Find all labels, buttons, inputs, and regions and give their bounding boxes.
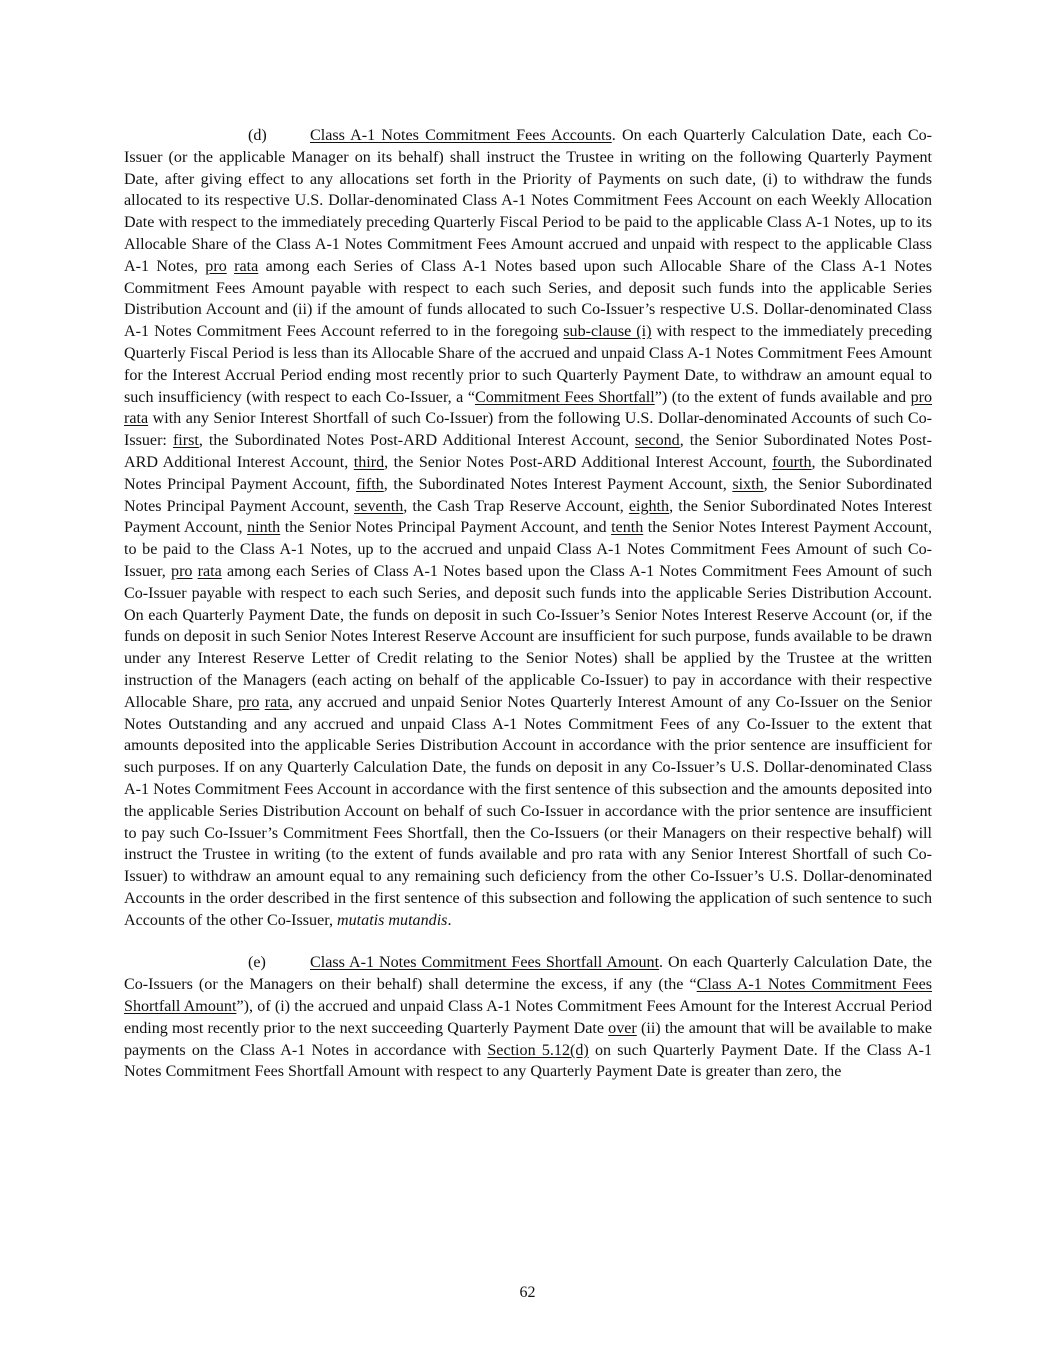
underlined-term: pro [205,257,227,275]
paragraph-d-heading: Class A-1 Notes Commitment Fees Accounts [310,127,612,144]
text-run: the Senior Notes Interest Payment Account, to be paid to the Class A-1 Notes, up to the accrued and unpaid Class A-1 Notes Commitment Fees Amount of such Co-Issuer, [124,519,932,580]
underlined-term: pro [171,562,193,580]
text-run: , the Subordinated Notes Principal Payment Account, [124,453,932,493]
underlined-term: rata [264,693,289,711]
ordinal-term: fifth [356,475,384,493]
text-run: ”) (to the extent of funds available and [654,388,911,406]
text-run: , the Subordinated Notes Interest Payment Account, [383,475,733,493]
text-run [227,258,234,275]
underlined-term: rata [197,562,222,580]
ordinal-term: sixth [732,475,764,493]
paragraph-d [124,125,932,931]
ordinal-term: tenth [611,519,644,537]
ordinal-term: fourth [772,453,812,471]
text-run: , any accrued and unpaid Senior Notes Quarterly Interest Amount of any Co-Issuer on the Senior Notes Outstanding and any accrued and unpaid Class A-1 Notes Commitment Fees of any Co-Issuer to the extent that amounts deposited into the applicable Series Distribution Account in accordance with the prior sentence are insufficient for such purposes. If on any Quarterly Calculation Date, the funds on deposit in any Co-Issuer’s U.S. Dollar-denominated Class A-1 Notes Commitment Fees Account in accordance with the first sentence of this subsection and the amounts deposited into the applicable Series Distribution Account on behalf of such Co-Issuer in accordance with the prior sentence are insufficient to pay such Co-Issuer’s Commitment Fees Shortfall, then the Co-Issuers (or their Managers on their respective behalf) will instruct the Trustee in writing (to the extent of funds available and pro rata with any Senior Interest Shortfall of such Co-Issuer) to withdraw an amount equal to any remaining such deficiency from the other Co-Issuer’s U.S. Dollar-denominated Accounts in the order described in the first sentence of this subsection and following the application of such sentence to such Accounts of the other Co-Issuer, [124,693,932,929]
text-run: among each Series of Class A-1 Notes based upon the Class A-1 Notes Commitment Fees Amount of such Co-Issuer payable with respect to each such Series, and deposit such funds into the applicable Series Distribution Account. On each Quarterly Payment Date, the funds on deposit in such Co-Issuer’s Senior Notes Interest Reserve Account (or, if the funds on deposit in such Senior Notes Interest Reserve Account are insufficient for such purpose, funds available to be drawn under any Interest Reserve Letter of Credit relating to the Senior Notes) shall be applied by the Trustee at the written instruction of the Managers (each acting on behalf of the applicable Co-Issuer) to pay in accordance with their respective Allocable Share, [124,562,932,711]
paragraph-e [124,952,932,1083]
text-run: . [447,911,452,929]
text-run: , the Cash Trap Reserve Account, [403,497,629,515]
text-run: , the Subordinated Notes Post-ARD Additional Interest Account, [198,432,636,450]
ordinal-term: ninth [247,519,281,537]
text-run: with respect to the immediately preceding Quarterly Fiscal Period is less than its Allocable Share of the accrued and unpaid Class A-1 Notes Commitment Fees Amount for the Interest Accrual Period ending most recently prior to such Quarterly Payment Date, to withdraw an amount equal to such insufficiency (with respect to each Co-Issuer, a “ [124,323,933,406]
document-page [124,125,932,1083]
underlined-term: pro [237,693,260,711]
italic-phrase: mutatis mutandis [337,911,448,929]
underlined-term: over [608,1019,637,1037]
underlined-term: rata [124,410,149,428]
text-run: the Senior Notes Principal Payment Account, and [280,519,612,537]
text-run: . On each Quarterly Calculation Date, each Co-Issuer (or the applicable Manager on its behalf) shall instruct the Trustee in writing on the following Quarterly Payment Date, after giving effect to any allocations set forth in the Priority of Payments on such date, (i) to withdraw the funds allocated to its respective U.S. Dollar-denominated Class A-1 Notes Commitment Fees Account on each Weekly Allocation Date with respect to the immediately preceding Quarterly Fiscal Period to be paid to the applicable Class A-1 Notes, up to its Allocable Share of the Class A-1 Notes Commitment Fees Amount accrued and unpaid with respect to the applicable Class A-1 Notes, [124,127,933,275]
paragraph-e-heading: Class A-1 Notes Commitment Fees Shortfall Amount [310,954,660,972]
text-run: , the Senior Notes Post-ARD Additional Interest Account, [384,453,773,471]
underlined-term: pro [910,388,933,406]
text-run: (ii) the amount that will be available to make payments on the Class A-1 Notes in accordance with [124,1019,932,1059]
ordinal-term: third [353,453,385,471]
text-run: with any Senior Interest Shortfall of such Co-Issuer) from the following U.S. Dollar-denominated Accounts of such Co-Issuer: [124,410,932,450]
underlined-term: rata [234,257,259,275]
text-run: among each Series of Class A-1 Notes based upon such Allocable Share of the Class A-1 Notes Commitment Fees Amount payable with respect to each such Series, and deposit such funds into the applicable Series Distribution Account and (ii) if the amount of funds allocated to such Co-Issuer’s respective U.S. Dollar-denominated Class A-1 Notes Commitment Fees Account referred to in the foregoing [124,257,932,341]
text-run: ”), of (i) the accrued and unpaid Class A-1 Notes Commitment Fees Amount for the Interest Accrual Period ending most recently prior to the next succeeding Quarterly Payment Date [124,998,932,1037]
ordinal-term: seventh [354,497,404,515]
text-run: , the Senior Subordinated Notes Interest Payment Account, [124,497,932,537]
paragraph-e-label: (e) [248,954,266,972]
ordinal-term: eighth [628,497,670,515]
text-run: , the Senior Subordinated Notes Post-ARD Additional Interest Account, [124,432,932,471]
section-reference: Section 5.12(d) [487,1041,589,1059]
sub-clause-reference: sub-clause (i) [563,323,652,341]
ordinal-term: first [172,432,199,450]
text-run: , the Senior Subordinated Notes Principal Payment Account, [124,475,932,515]
ordinal-term: second [635,432,680,450]
defined-term: Commitment Fees Shortfall [474,388,655,406]
paragraph-d-label: (d) [248,127,267,144]
page-number: 62 [519,1284,536,1301]
text-run: . On each Quarterly Calculation Date, the Co-Issuers (or the Managers on their behalf) shall determine the excess, if any (the “ [124,954,932,994]
text-run: on such Quarterly Payment Date. If the Class A-1 Notes Commitment Fees Shortfall Amount with respect to any Quarterly Payment Date is greater than zero, the [124,1041,932,1081]
defined-term: Class A-1 Notes Commitment Fees Shortfall Amount [124,976,932,1016]
